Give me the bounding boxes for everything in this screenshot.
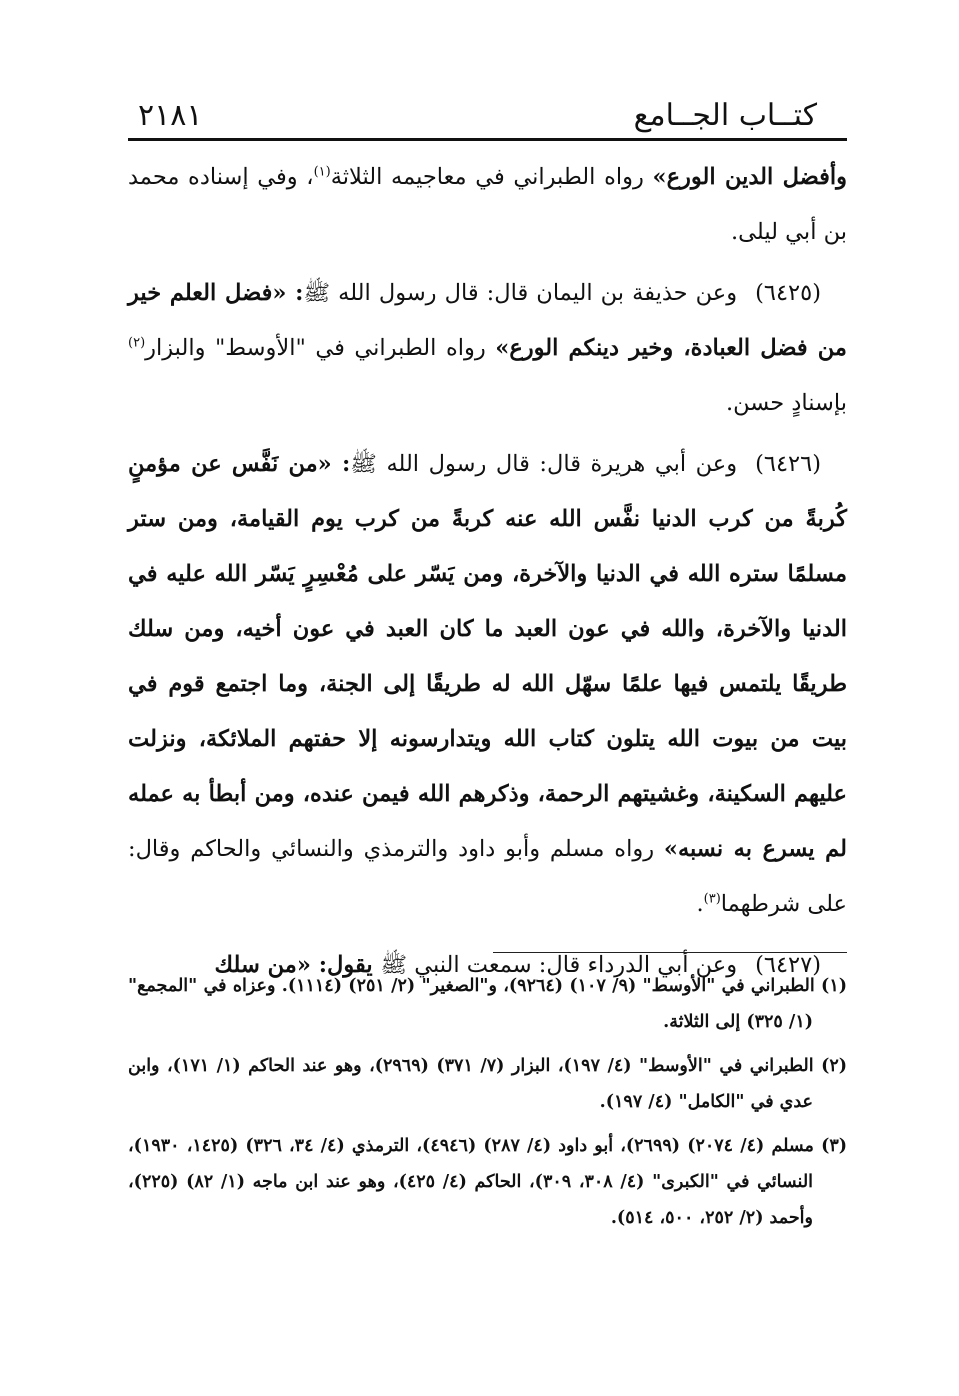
footnote-ref: (٣) [703, 891, 721, 907]
page-number: ٢١٨١ [138, 98, 203, 133]
paragraph-continuation [128, 150, 847, 260]
paragraph-text: رواه الطبراني في "الأوسط" والبزار [145, 335, 496, 361]
paragraph-text: رواه الطبراني في معاجيمه الثلاثة [330, 164, 653, 190]
footnote-label: (٢) [821, 1056, 848, 1076]
footnote-2 [128, 1048, 847, 1120]
salawat-glyph: ﷺ [303, 281, 331, 306]
footnote-ref: (٢) [128, 335, 146, 351]
footnote-separator [493, 952, 847, 953]
footnote-label: (٣) [821, 1136, 848, 1156]
hadith-intro: وعن أبي هريرة قال: قال رسول الله [376, 451, 738, 477]
footnote-text: الطبراني في "الأوسط" (٤/ ١٩٧)، البزار (٧/ ٣٧١) (٢٩٦٩)، وهو عند الحاكم (١/ ١٧١)، وابن عدي في "الكامل" (٤/ ١٩٧). [128, 1056, 814, 1112]
hadith-number: (٦٤٢٧) [755, 952, 821, 978]
paragraph-text: رواه مسلم وأبو داود والترمذي والنسائي والحاكم وقال: على شرطهما [128, 836, 847, 917]
footnote-ref: (١) [313, 164, 331, 180]
footnote-1 [128, 968, 847, 1040]
salawat-glyph: ﷺ [350, 452, 377, 477]
footnotes [128, 968, 847, 1244]
hadith-paragraph-6426 [128, 437, 847, 932]
footnote-text: مسلم (٤/ ٢٠٧٤) (٢٦٩٩)، أبو داود (٤/ ٢٨٧) (٤٩٤٦)، الترمذي (٤/ ٣٤، ٣٢٦) (١٤٢٥، ١٩٣٠)، النسائي في "الكبرى" (٤/ ٣٠٨، ٣٠٩)، الحاكم (٤/ ٤٢٥)، وهو عند ابن ماجه (١/ ٨٢) (٢٢٥)، وأحمد (٢/ ٢٥٢، ٥٠٠، ٥١٤). [128, 1136, 814, 1228]
paragraph-tail: . [696, 891, 704, 917]
hadith-number: (٦٤٢٦) [755, 451, 821, 477]
hadith-number: (٦٤٢٥) [755, 280, 821, 306]
running-title: كتــاب الجــامع [633, 98, 817, 133]
hadith-quote: يقول: «من سلك [214, 952, 381, 978]
footnote-text: الطبراني في "الأوسط" (٩/ ١٠٧) (٩٢٦٤)، و"الصغير" (٢/ ٢٥١) (١١١٤). وعزاه في "المجمع" (١/ ٣٢٥) إلى الثلاثة. [128, 976, 815, 1032]
hadith-intro: وعن أبي الدرداء قال: سمعت النبي [407, 952, 738, 978]
paragraph-tail: بإسنادٍ حسن. [725, 390, 847, 416]
header-rule [128, 138, 847, 141]
footnote-label: (١) [821, 976, 848, 996]
hadith-quote: : «فضل العلم خير من فضل العبادة، وخير دينكم الورع» [128, 280, 847, 361]
page-header [128, 92, 847, 144]
hadith-intro: وعن حذيفة بن اليمان قال: قال رسول الله [330, 280, 738, 306]
salawat-glyph: ﷺ [380, 953, 408, 978]
main-text [128, 150, 847, 999]
hadith-paragraph-6425 [128, 266, 847, 431]
hadith-quote: وأفضل الدين الورع» [652, 164, 848, 190]
footnote-3 [128, 1128, 847, 1236]
paragraph-tail: ، وفي إسناده محمد بن أبي ليلى. [128, 164, 847, 245]
hadith-quote: : «من نَفَّس عن مؤمنٍ كُربةً من كرب الدنيا نفَّس الله عنه كربةً من كرب يوم القيامة، ومن ستر مسلمًا ستره الله في الدنيا والآخرة، ومن يَسّر على مُعْسِرٍ يَسّر الله عليه في الدنيا والآخرة، والله في عون العبد ما كان العبد في عون أخيه، ومن سلك طريقًا يلتمس فيها علمًا سهّل الله له طريقًا إلى الجنة، وما اجتمع قوم في بيت من بيوت الله يتلون كتاب الله ويتدارسونه إلا حفتهم الملائكة، ونزلت عليهم السكينة، وغشيتهم الرحمة، وذكرهم الله فيمن عنده، ومن أبطأ به عمله لم يسرع به نسبه» [128, 451, 847, 862]
